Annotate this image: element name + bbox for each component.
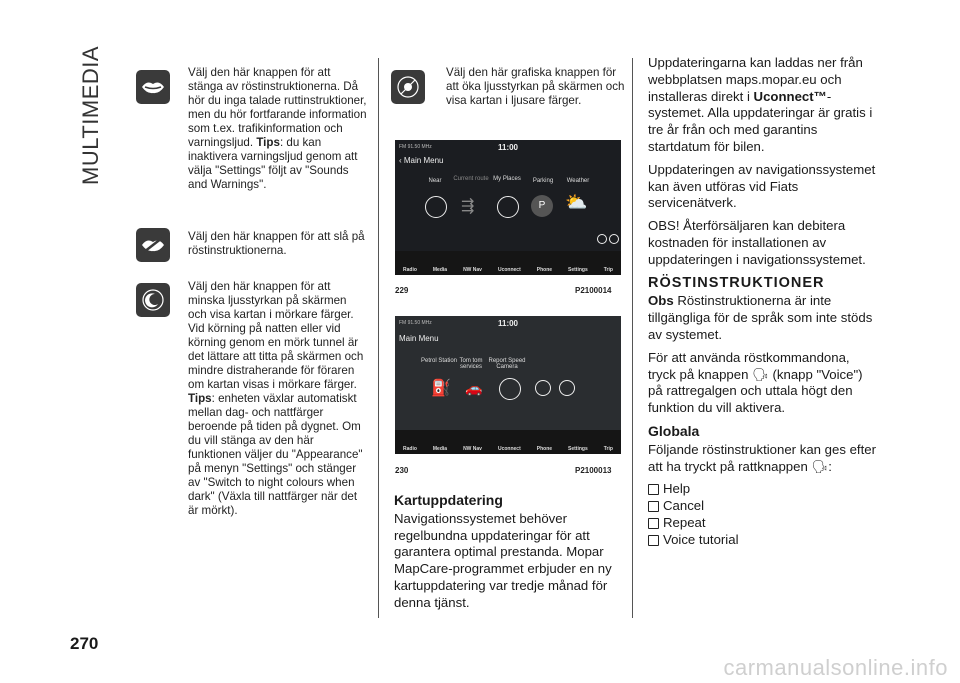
speed-camera-icon — [499, 378, 521, 400]
bottom-nav[interactable]: NW Nav — [463, 267, 482, 273]
bottom-phone[interactable]: Phone — [536, 267, 553, 273]
command-item: Cancel — [648, 498, 878, 515]
command-item: Voice tutorial — [648, 532, 878, 549]
nav-screen-2 — [395, 316, 621, 454]
bottom-nav[interactable]: NW Nav — [463, 446, 482, 452]
global-text: Följande röstinstruktioner kan ges efter att ha tryckt på rattknappen 🗣: — [648, 441, 876, 474]
screen-topbar — [395, 140, 621, 154]
brightness-text: Välj den här grafiska knappen för att öka ljusstyrkan på skärmen och visa kartan i ljusare färger. — [446, 66, 625, 107]
page-number: 270 — [70, 634, 99, 653]
brightness-icon — [396, 75, 420, 99]
petrol-station-icon: ⛽ — [431, 380, 451, 397]
voice-button-icon: 🗣 — [811, 458, 829, 474]
checkbox-icon — [648, 484, 659, 495]
obs-note: Obs Röstinstruktionerna är inte tillgängliga för de språk som inte stöds av systemet. — [648, 293, 873, 342]
screen-clock: 11:00 — [497, 143, 519, 152]
update-paragraph-3: OBS! Återförsäljaren kan debitera kostnaden för installationen av uppdateringen i navigationssystemet. — [648, 218, 866, 267]
weather-icon: ⛅ — [565, 192, 588, 212]
lips-icon — [140, 79, 166, 95]
checkbox-icon — [648, 501, 659, 512]
screen-clock: 11:00 — [497, 319, 519, 328]
menu-item-my-places[interactable]: My Places — [493, 176, 521, 182]
checkbox-icon — [648, 535, 659, 546]
global-heading: Globala — [648, 422, 700, 439]
figure-number-230: 230 — [395, 466, 409, 475]
menu-item-tomtom-services[interactable]: Tom tom services — [459, 358, 483, 370]
lips-icon-box — [136, 70, 170, 104]
mute-lips-icon — [140, 236, 166, 254]
current-route-icon: ⇶ — [461, 198, 475, 215]
bottom-settings[interactable]: Settings — [568, 267, 588, 273]
bottom-radio[interactable]: Radio — [403, 446, 417, 452]
column-divider-2 — [632, 58, 633, 618]
menu-item-parking[interactable]: Parking — [532, 178, 554, 184]
screen-bottom-bar — [395, 430, 621, 454]
bottom-settings[interactable]: Settings — [568, 446, 588, 452]
help-icon[interactable] — [559, 380, 575, 396]
mute-instruction-text: Välj den här knappen för att slå på röstinstruktionerna. — [188, 230, 365, 257]
bottom-uconnect[interactable]: Uconnect — [497, 446, 521, 452]
voice-button-icon: 🗣 — [752, 366, 769, 382]
command-item: Help — [648, 481, 878, 498]
figure-number-229: 229 — [395, 286, 409, 295]
checkbox-icon — [648, 518, 659, 529]
lips-instruction-text: Välj den här knappen för att stänga av röstinstruktionerna. Då hör du inga talade ruttinstruktioner, men du hör fortfarande information som t.ex. trafikinformation och varningsljud. Tips: du kan inaktivera varningsljud genom att välja "Settings" följt av "Sounds and Warnings". — [188, 66, 367, 191]
night-mode-text: Välj den här knappen för att minska ljusstyrkan på skärmen och visa kartan i mörkare färger. Vid körning på natten eller vid körning genom en mörk tunnel är det lättare att titta på skärmen och mindre distraherande för föraren om kartan visas i mörkare färger. Tips: enheten växlar automatiskt mellan dag- och nattfärger beroende på tiden på dygnet. Om du vill stänga av den här funktionen väljer du "Appearance" på menyn "Settings" och stänger av "Switch to night colours when dark" (Växla till nattfärger när det är mörkt). — [188, 280, 364, 517]
side-button-1[interactable] — [597, 234, 607, 244]
column-divider-1 — [378, 58, 379, 618]
parking-icon: P — [531, 195, 553, 217]
bottom-trip[interactable]: Trip — [603, 267, 613, 273]
radio-frequency: FM 91.50 MHz — [399, 144, 432, 150]
voice-usage-text: För att använda röstkommandona, tryck på knappen 🗣 (knapp "Voice") på rattregalgen och uttala högt den funktion du vill aktivera. — [648, 349, 863, 416]
bottom-uconnect[interactable]: Uconnect — [497, 267, 521, 273]
tomtom-icon: 🚗 — [465, 380, 483, 396]
section-title: MULTIMEDIA — [78, 45, 103, 185]
moon-icon — [141, 288, 165, 312]
menu-item-near[interactable]: Near — [428, 178, 442, 184]
figure-code-229: P2100014 — [575, 286, 612, 295]
bottom-media[interactable]: Media — [432, 446, 448, 452]
update-paragraph-2: Uppdateringen av navigationssystemet kan även utföras vid Fiats servicenätverk. — [648, 161, 876, 211]
moon-icon-box — [136, 283, 170, 317]
nav-screen-1 — [395, 140, 621, 275]
right-column — [648, 55, 878, 549]
bottom-radio[interactable]: Radio — [403, 267, 417, 273]
map-update-section — [394, 492, 624, 612]
menu-item-petrol-station[interactable]: Petrol Station — [420, 358, 458, 364]
side-button-2[interactable] — [609, 234, 619, 244]
map-update-heading: Kartuppdatering — [394, 492, 503, 508]
figure-code-230: P2100013 — [575, 466, 612, 475]
mute-lips-icon-box — [136, 228, 170, 262]
my-places-icon — [497, 196, 519, 218]
bottom-phone[interactable]: Phone — [536, 446, 553, 452]
radio-frequency: FM 91.50 MHz — [399, 320, 432, 326]
screen-topbar — [395, 316, 621, 330]
map-update-text: Navigationssystemet behöver regelbundna uppdateringar för att garantera optimal prestanda. Mopar MapCare-programmet erbjuder en ny kartuppdatering var tredje månad för denna tjänst. — [394, 510, 612, 610]
near-search-icon — [425, 196, 447, 218]
footer-watermark: carmanualsonline.info — [723, 655, 948, 680]
menu-item-current-route[interactable]: Current route — [453, 176, 489, 182]
menu-item-report-speed-camera[interactable]: Report Speed Camera — [488, 358, 526, 370]
command-item: Repeat — [648, 515, 878, 532]
brightness-icon-box — [391, 70, 425, 104]
menu-item-weather[interactable]: Weather — [566, 178, 590, 184]
settings-gear-icon[interactable] — [535, 380, 551, 396]
bottom-media[interactable]: Media — [432, 267, 448, 273]
screen-bottom-bar — [395, 251, 621, 275]
update-paragraph-1: Uppdateringarna kan laddas ner från webbplatsen maps.mopar.eu och installeras direkt i Uconnect™-systemet. Alla uppdateringar är gratis i tre år från och med garantins startdatum för bilen. — [648, 55, 873, 154]
voice-instructions-heading: RÖSTINSTRUKTIONER — [648, 274, 825, 291]
main-menu-title: Main Menu — [399, 334, 439, 343]
bottom-trip[interactable]: Trip — [603, 446, 613, 452]
main-menu-title: ‹ Main Menu — [399, 156, 444, 165]
